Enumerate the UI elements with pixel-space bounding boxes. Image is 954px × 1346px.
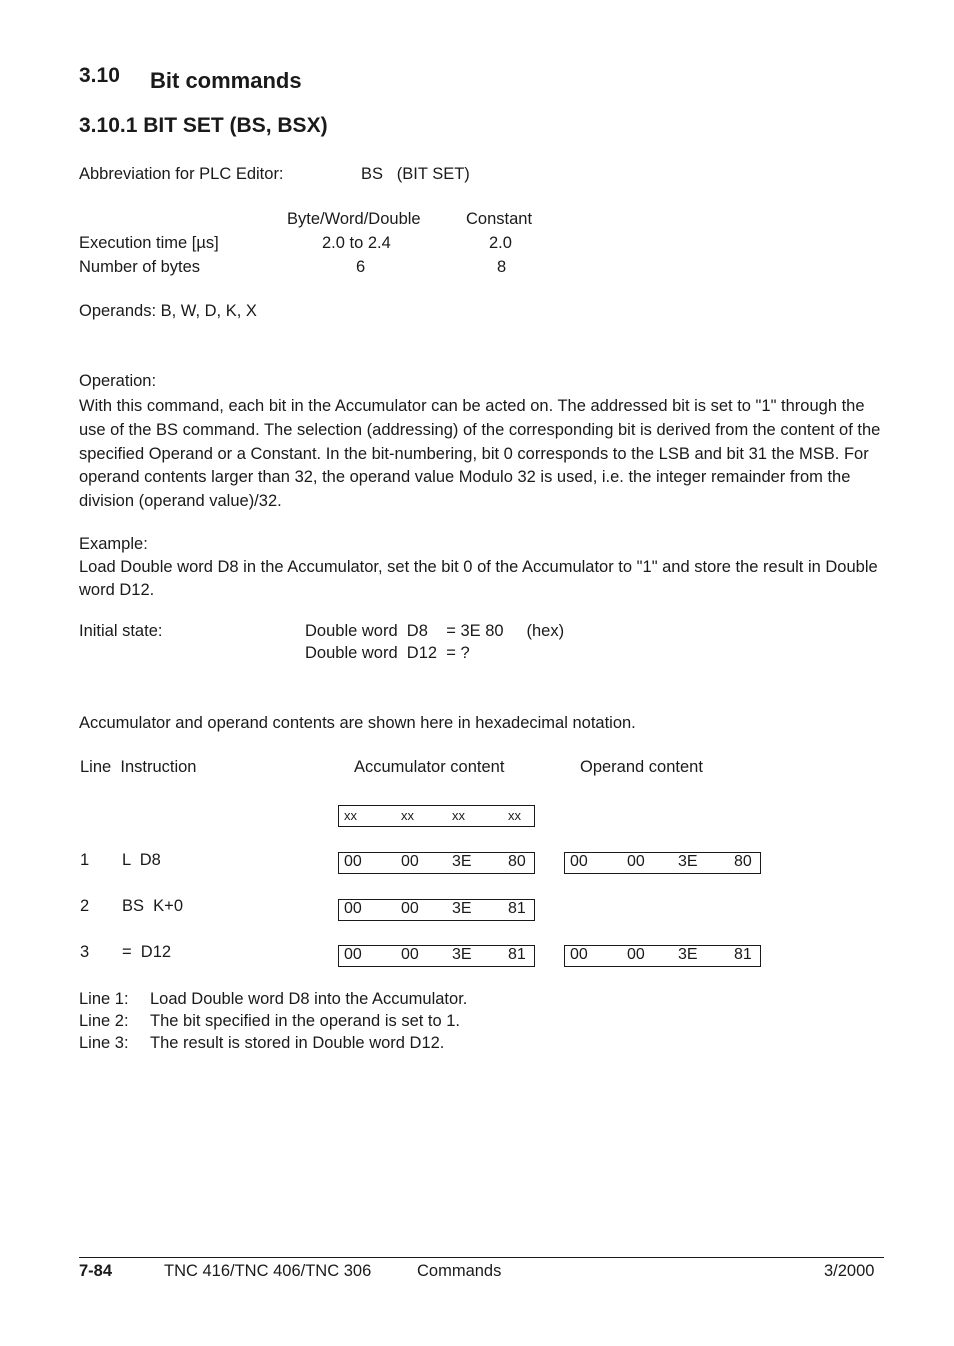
row-instruction: L D8	[122, 851, 161, 869]
byte-cell: 00	[627, 946, 645, 963]
byte-cell: 3E	[452, 946, 472, 963]
timing-row-value: 2.0	[489, 234, 512, 252]
byte-cell: 00	[401, 853, 419, 870]
section-title: Bit commands	[150, 68, 302, 93]
abbrev-value: BS (BIT SET)	[361, 165, 470, 183]
byte-cell: 00	[344, 900, 362, 917]
section-number: 3.10	[79, 64, 120, 87]
note-label: Line 1:	[79, 990, 129, 1008]
byte-cell: 81	[508, 900, 526, 917]
byte-cell: 00	[401, 946, 419, 963]
byte-cell: 00	[570, 853, 588, 870]
row-line-number: 1	[80, 851, 90, 869]
header-line-instruction: Line Instruction	[80, 758, 197, 776]
byte-cell: xx	[508, 808, 521, 823]
row-line-number: 3	[80, 943, 90, 961]
note-text: The result is stored in Double word D12.	[150, 1034, 445, 1052]
abbrev-label: Abbreviation for PLC Editor:	[79, 165, 284, 183]
example-paragraph: Load Double word D8 in the Accumulator, set the bit 0 of the Accumulator to "1" and store the result in Double word D12.	[79, 558, 878, 599]
header-accumulator-content: Accumulator content	[354, 758, 505, 776]
timing-header-byte-word-double: Byte/Word/Double	[287, 210, 421, 228]
footer-product: TNC 416/TNC 406/TNC 306	[164, 1262, 372, 1280]
footer-chapter: Commands	[417, 1262, 502, 1280]
operation-paragraph: With this command, each bit in the Accumulator can be acted on. The addressed bit is set to "1" through the use of the BS command. The selection (addressing) of the corresponding bit is derived from the content of the specified Operand or a Constant. In the bit-numbering, bit 0 corresponds to the LSB and bit 31 the MSB. For operand contents larger than 32, the operand value Modulo 32 is used, i.e. the integer remainder from the division (operand value)/32.	[79, 397, 881, 511]
row-line-number: 2	[80, 897, 90, 915]
header-operand-content: Operand content	[580, 758, 703, 776]
timing-row-label: Execution time [µs]	[79, 234, 219, 252]
note-text: Load Double word D8 into the Accumulator.	[150, 990, 468, 1008]
byte-cell: xx	[452, 808, 465, 823]
note-label: Line 3:	[79, 1034, 129, 1052]
byte-cell: 81	[734, 946, 752, 963]
row-instruction: = D12	[122, 943, 172, 961]
subsection-heading: 3.10.1 BIT SET (BS, BSX)	[79, 114, 328, 137]
accumulator-box	[338, 852, 535, 874]
footer-date: 3/2000	[824, 1262, 875, 1280]
timing-row-value: 2.0 to 2.4	[322, 234, 391, 252]
operation-label: Operation:	[79, 372, 157, 390]
timing-row-label: Number of bytes	[79, 258, 201, 276]
accumulator-box	[338, 899, 535, 921]
note-text: The bit specified in the operand is set to 1.	[150, 1012, 461, 1030]
operand-box	[564, 945, 761, 967]
byte-cell: 81	[508, 946, 526, 963]
byte-cell: 3E	[678, 946, 698, 963]
accumulator-initial-box	[338, 805, 535, 827]
operand-box	[564, 852, 761, 874]
byte-cell: 3E	[678, 853, 698, 870]
note-label: Line 2:	[79, 1012, 129, 1030]
timing-header-constant: Constant	[466, 210, 533, 228]
footer-divider	[79, 1257, 884, 1258]
example-label: Example:	[79, 535, 148, 553]
byte-cell: 80	[734, 853, 752, 870]
timing-row-value: 8	[497, 258, 507, 276]
initial-state-d8: Double word D8 = 3E 80 (hex)	[305, 622, 565, 640]
byte-cell: 3E	[452, 853, 472, 870]
accumulator-box	[338, 945, 535, 967]
byte-cell: 00	[344, 946, 362, 963]
byte-cell: xx	[344, 808, 357, 823]
byte-cell: 80	[508, 853, 526, 870]
initial-state-label: Initial state:	[79, 622, 163, 640]
byte-cell: 00	[401, 900, 419, 917]
footer-page-number: 7-84	[79, 1262, 113, 1280]
byte-cell: 3E	[452, 900, 472, 917]
byte-cell: 00	[570, 946, 588, 963]
operands-line: Operands: B, W, D, K, X	[79, 302, 257, 320]
row-instruction: BS K+0	[122, 897, 183, 915]
byte-cell: 00	[344, 853, 362, 870]
byte-cell: 00	[627, 853, 645, 870]
notation-note: Accumulator and operand contents are shown here in hexadecimal notation.	[79, 714, 636, 732]
timing-row-value: 6	[356, 258, 366, 276]
initial-state-d12: Double word D12 = ?	[305, 644, 470, 662]
byte-cell: xx	[401, 808, 414, 823]
